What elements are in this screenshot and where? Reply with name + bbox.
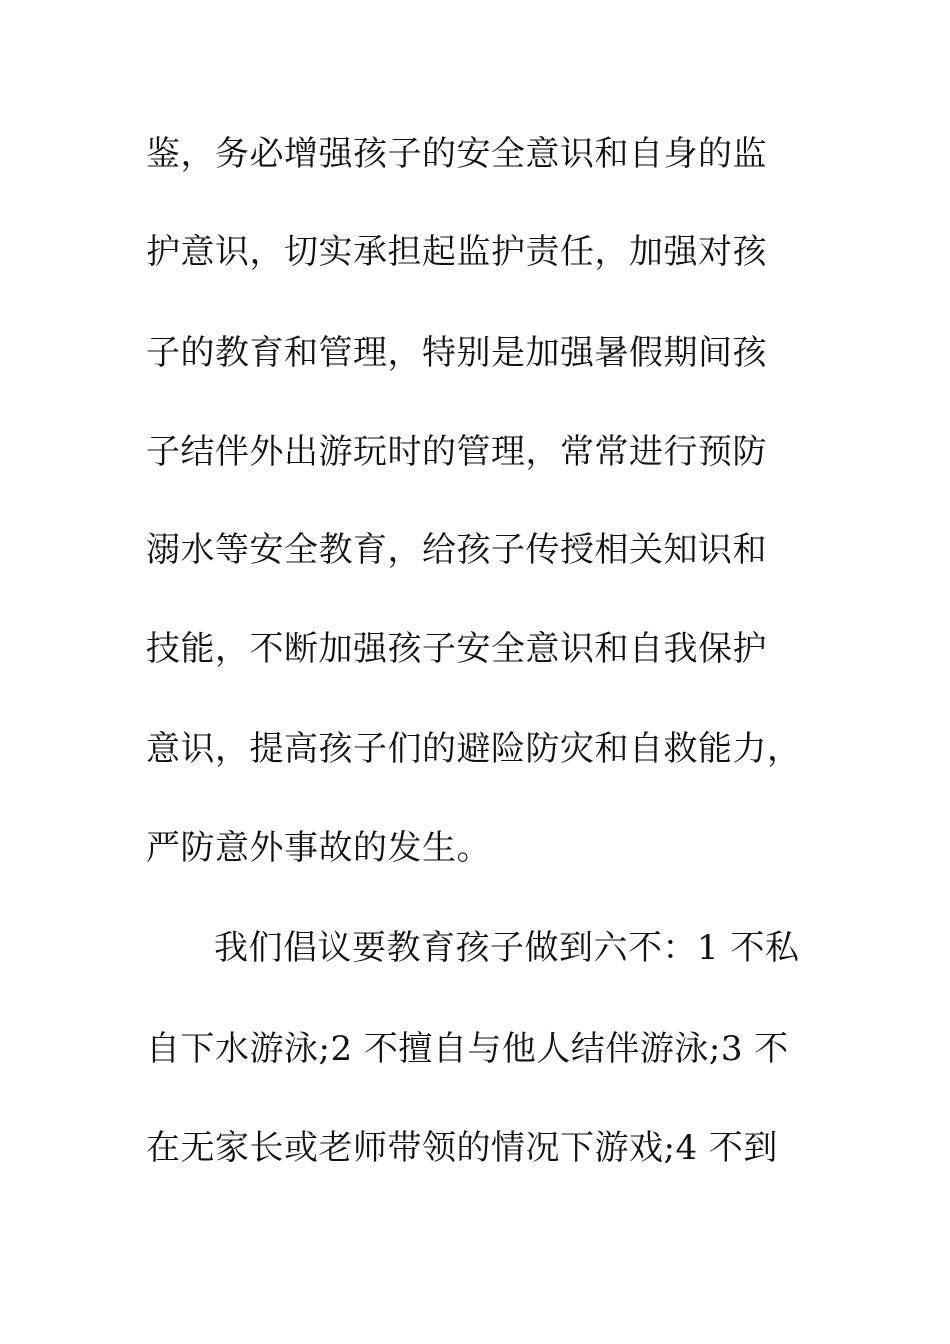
text-line-1: 鉴，务必增强孩子的安全意识和自身的监 <box>146 134 767 174</box>
text-line-3: 子的教育和管理，特别是加强暑假期间孩 <box>146 333 767 373</box>
text-line-8: 严防意外事故的发生。 <box>146 828 491 868</box>
text-line-4: 子结伴外出游玩时的管理，常常进行预防 <box>146 432 767 472</box>
text-line-7: 意识，提高孩子们的避险防灾和自救能力， <box>146 729 802 769</box>
text-line-6: 技能，不断加强孩子安全意识和自我保护 <box>146 629 767 669</box>
text-line-11: 在无家长或老师带领的情况下游戏;4 不到 <box>146 1128 778 1168</box>
text-line-2: 护意识，切实承担起监护责任，加强对孩 <box>146 232 767 272</box>
paragraph-start-line: 我们倡议要教育孩子做到六不：1 不私 <box>214 928 800 968</box>
text-line-10: 自下水游泳;2 不擅自与他人结伴游泳;3 不 <box>146 1029 789 1069</box>
text-line-5: 溺水等安全教育，给孩子传授相关知识和 <box>146 530 767 570</box>
